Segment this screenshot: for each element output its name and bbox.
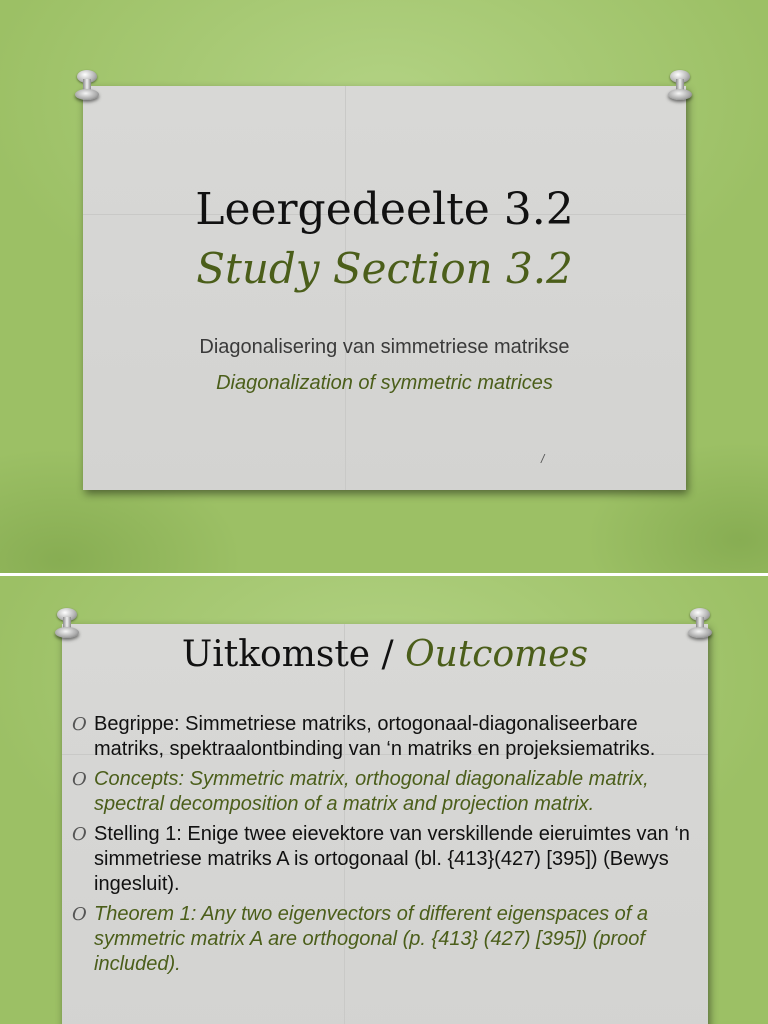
list-item [72, 712, 698, 762]
pushpin-icon [55, 608, 79, 640]
list-item [72, 902, 698, 977]
title-card [83, 86, 686, 490]
heading-english: Outcomes [405, 634, 589, 675]
list-item [72, 767, 698, 817]
bullet-icon: O [72, 769, 87, 790]
list-item-text: Concepts: Symmetric matrix, orthogonal diagonalizable matrix, spectral decomposition of a matrix and projection matrix. [94, 768, 649, 815]
pushpin-icon [668, 70, 692, 102]
outcomes-card [62, 624, 708, 1024]
list-item-text: Begrippe: Simmetriese matriks, ortogonaal-diagonaliseerbare matriks, spektraalontbinding van ‘n matriks en projeksiematriks. [94, 713, 656, 760]
title-afrikaans: Leergedeelte 3.2 [195, 184, 574, 235]
subtitle-afrikaans: Diagonalisering van simmetriese matrikse [199, 336, 570, 358]
outcomes-heading [62, 634, 708, 675]
stray-mark: / [541, 452, 545, 466]
subtitle-english: Diagonalization of symmetric matrices [216, 372, 553, 394]
bullet-icon: O [72, 824, 87, 845]
list-item-text: Stelling 1: Enige twee eievektore van verskillende eieruimtes van ‘n simmetriese matriks A is ortogonaal (bl. {413}(427) [395]) (Bewys ingesluit). [94, 823, 690, 895]
title-english: Study Section 3.2 [196, 244, 573, 293]
outcomes-list [72, 712, 698, 982]
heading-afrikaans: Uitkomste / [181, 634, 406, 675]
list-item-text: Theorem 1: Any two eigenvectors of different eigenspaces of a symmetric matrix A are orthogonal (p. {413} (427) [395]) (proof included). [94, 903, 649, 975]
pushpin-icon [688, 608, 712, 640]
bullet-icon: O [72, 714, 87, 735]
pushpin-icon [75, 70, 99, 102]
bullet-icon: O [72, 904, 87, 925]
list-item [72, 822, 698, 897]
slide-2 [0, 576, 768, 1024]
